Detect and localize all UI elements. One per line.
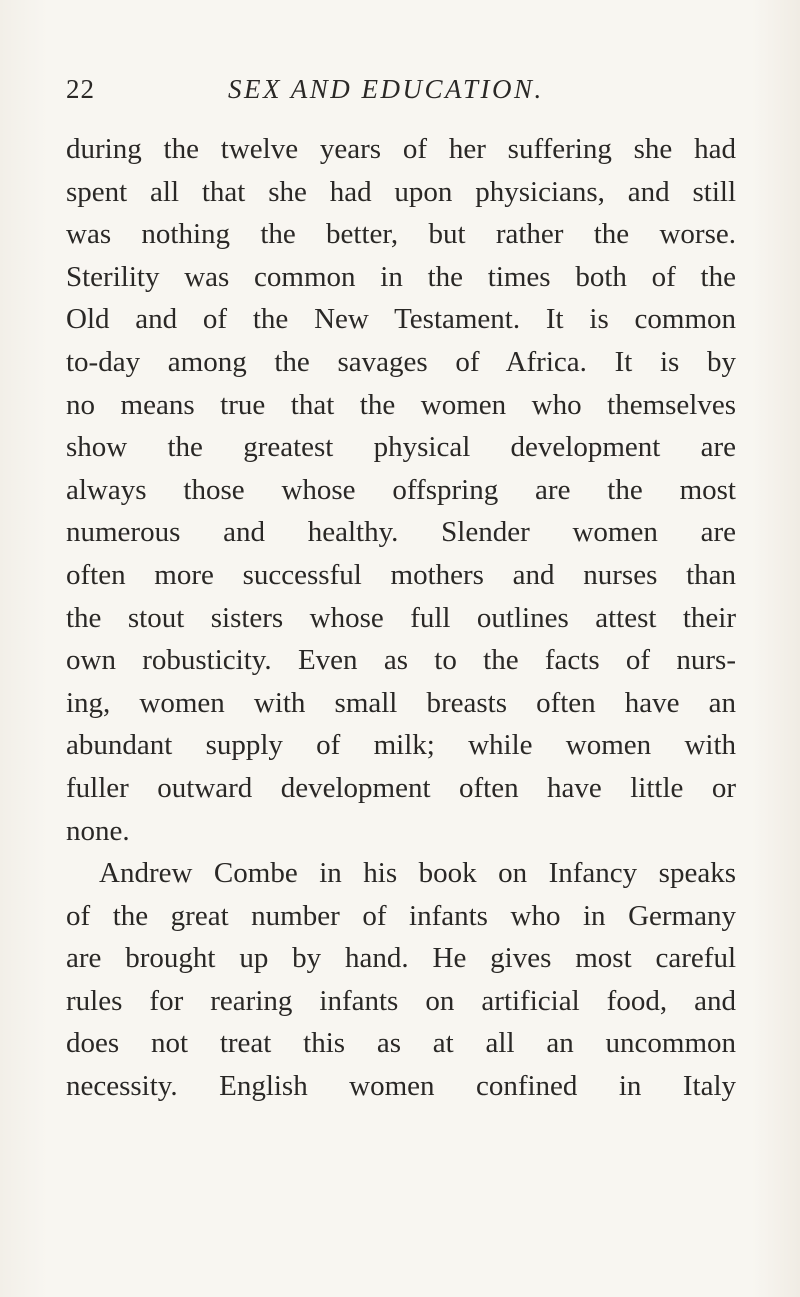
text-line: to-day among the savages of Africa. It is by	[66, 345, 736, 378]
text-line: rules for rearing infants on artificial food, and	[66, 984, 736, 1017]
body-text	[66, 128, 736, 1108]
text-line: Sterility was common in the times both of the	[66, 260, 736, 293]
text-line: was nothing the better, but rather the worse.	[66, 218, 736, 251]
text-line: fuller outward development often have little or	[66, 771, 736, 804]
text-line: Old and of the New Testament. It is common	[66, 303, 736, 336]
paragraph-end-line: none.	[66, 814, 130, 847]
text-line: show the greatest physical development are	[66, 431, 736, 464]
text-line: during the twelve years of her suffering she had	[66, 133, 736, 165]
text-line: necessity. English women confined in Italy	[66, 1070, 736, 1103]
text-line: numerous and healthy. Slender women are	[66, 516, 736, 549]
text-line: the stout sisters whose full outlines attest their	[66, 601, 736, 634]
paragraph-start-line: Andrew Combe in his book on Infancy speaks	[99, 857, 736, 890]
running-head: SEX AND EDUCATION.	[228, 74, 544, 104]
text-line: always those whose offspring are the most	[66, 473, 736, 506]
text-line: spent all that she had upon physicians, and still	[66, 175, 736, 208]
text-line: ing, women with small breasts often have an	[66, 686, 736, 719]
text-line: are brought up by hand. He gives most careful	[66, 942, 736, 975]
text-line: abundant supply of milk; while women with	[66, 729, 736, 762]
page-header	[66, 74, 736, 114]
text-line: own robusticity. Even as to the facts of nurs-	[66, 644, 736, 677]
text-line: does not treat this as at all an uncommon	[66, 1027, 736, 1060]
text-line: often more successful mothers and nurses than	[66, 558, 736, 591]
text-line: of the great number of infants who in Germany	[66, 899, 736, 932]
text-line: no means true that the women who themselves	[66, 388, 736, 421]
page-number: 22	[66, 74, 95, 104]
